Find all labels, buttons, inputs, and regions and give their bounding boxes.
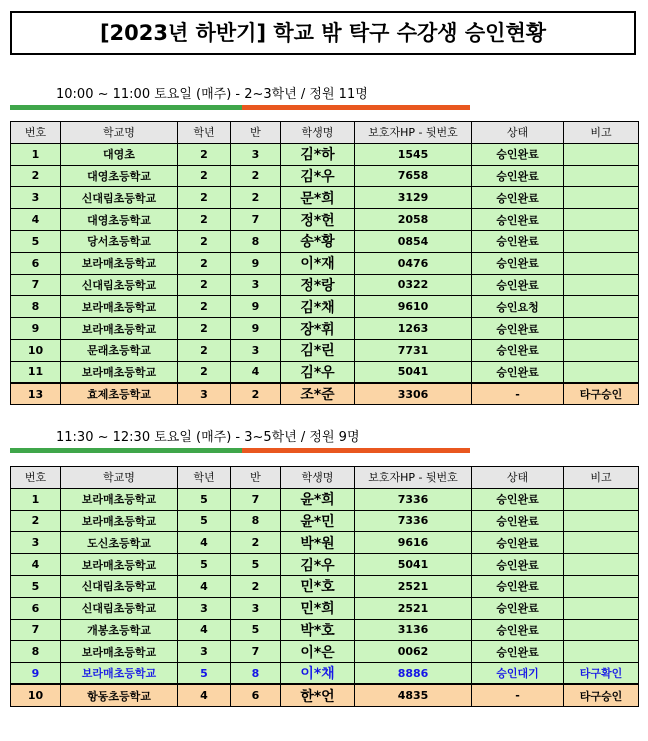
guardian-phone: 0476 [355,252,472,274]
school-name: 보라매초등학교 [61,296,178,318]
guardian-phone: 2521 [355,575,472,597]
school-name: 당서초등학교 [61,230,178,252]
student-name: 이*채 [281,663,355,685]
guardian-phone: 1545 [355,143,472,165]
header-col-school: 학교명 [61,122,178,144]
class-number: 8 [231,663,281,685]
class-number: 5 [231,554,281,576]
student-name: 한*언 [281,684,355,706]
school-name: 대영초 [61,143,178,165]
student-name: 윤*민 [281,510,355,532]
table-row [11,684,639,706]
row-number: 8 [11,641,61,663]
row-number: 5 [11,575,61,597]
class-number: 7 [231,488,281,510]
header-col-grade: 학년 [178,467,231,489]
row-number: 6 [11,597,61,619]
student-name: 조*준 [281,383,355,405]
row-number: 7 [11,619,61,641]
approval-status: 승인완료 [472,619,564,641]
class-number: 2 [231,165,281,187]
approval-status: - [472,383,564,405]
remark [564,619,639,641]
table-row [11,597,639,619]
session-2-green-underline [10,448,242,453]
row-number: 9 [11,663,61,685]
header-col-note: 비고 [564,122,639,144]
table-row [11,296,639,318]
guardian-phone: 2058 [355,209,472,231]
grade: 2 [178,274,231,296]
session-1-green-underline [10,105,242,110]
guardian-phone: 9616 [355,532,472,554]
header-col-number: 번호 [11,122,61,144]
table-row [11,143,639,165]
school-name: 보라매초등학교 [61,318,178,340]
approval-status: 승인완료 [472,641,564,663]
remark [564,575,639,597]
row-number: 4 [11,209,61,231]
approval-status: 승인완료 [472,488,564,510]
approval-status: 승인완료 [472,209,564,231]
school-name: 보라매초등학교 [61,488,178,510]
class-number: 2 [231,575,281,597]
approval-status: 승인완료 [472,187,564,209]
school-name: 대영초등학교 [61,165,178,187]
student-name: 윤*희 [281,488,355,510]
remark: 타구승인 [564,383,639,405]
header-col-number: 번호 [11,467,61,489]
session-1-orange-underline [242,105,470,110]
table-row [11,230,639,252]
header-col-guardian-phone: 보호자HP - 뒷번호 [355,122,472,144]
class-number: 8 [231,230,281,252]
remark [564,318,639,340]
grade: 2 [178,252,231,274]
session-2-heading [10,429,470,455]
header-col-guardian-phone: 보호자HP - 뒷번호 [355,467,472,489]
session-1-heading [10,86,470,112]
guardian-phone: 3306 [355,383,472,405]
student-name: 박*호 [281,619,355,641]
title-box [10,11,636,55]
row-number: 1 [11,143,61,165]
header-col-student: 학생명 [281,467,355,489]
school-name: 대영초등학교 [61,209,178,231]
guardian-phone: 7336 [355,510,472,532]
grade: 2 [178,187,231,209]
remark [564,252,639,274]
student-name: 김*린 [281,339,355,361]
class-number: 5 [231,619,281,641]
table-row [11,252,639,274]
student-name: 김*채 [281,296,355,318]
table-row [11,510,639,532]
class-number: 3 [231,143,281,165]
grade: 4 [178,532,231,554]
approval-status: 승인완료 [472,361,564,383]
row-number: 3 [11,532,61,554]
row-number: 7 [11,274,61,296]
table-row [11,209,639,231]
class-number: 8 [231,510,281,532]
class-number: 3 [231,339,281,361]
remark: 타구승인 [564,684,639,706]
approval-status: 승인완료 [472,597,564,619]
table-row [11,165,639,187]
table-row [11,274,639,296]
student-name: 정*헌 [281,209,355,231]
class-number: 2 [231,187,281,209]
class-number: 3 [231,597,281,619]
remark [564,532,639,554]
table-row [11,663,639,685]
row-number: 9 [11,318,61,340]
table-row [11,619,639,641]
session-2-table-body [11,488,639,706]
remark [564,339,639,361]
school-name: 문래초등학교 [61,339,178,361]
guardian-phone: 5041 [355,361,472,383]
session-2-table [10,466,639,707]
guardian-phone: 0854 [355,230,472,252]
remark [564,230,639,252]
guardian-phone: 5041 [355,554,472,576]
class-number: 9 [231,252,281,274]
approval-status: 승인완료 [472,143,564,165]
table-row [11,532,639,554]
grade: 5 [178,488,231,510]
guardian-phone: 4835 [355,684,472,706]
grade: 2 [178,230,231,252]
school-name: 신대림초등학교 [61,274,178,296]
row-number: 3 [11,187,61,209]
school-name: 보라매초등학교 [61,554,178,576]
grade: 2 [178,318,231,340]
guardian-phone: 8886 [355,663,472,685]
page-title: [2023년 하반기] 학교 밖 탁구 수강생 승인현황 [99,21,547,45]
grade: 2 [178,296,231,318]
approval-status: 승인완료 [472,339,564,361]
remark [564,143,639,165]
grade: 3 [178,597,231,619]
grade: 2 [178,165,231,187]
guardian-phone: 7658 [355,165,472,187]
header-col-student: 학생명 [281,122,355,144]
header-col-class: 반 [231,467,281,489]
table-row [11,575,639,597]
session-1-header-row [11,122,639,144]
school-name: 보라매초등학교 [61,663,178,685]
guardian-phone: 3136 [355,619,472,641]
student-name: 김*우 [281,165,355,187]
student-name: 민*희 [281,597,355,619]
row-number: 1 [11,488,61,510]
row-number: 2 [11,510,61,532]
row-number: 10 [11,684,61,706]
table-row [11,361,639,383]
approval-status: 승인완료 [472,532,564,554]
row-number: 2 [11,165,61,187]
grade: 4 [178,684,231,706]
grade: 2 [178,209,231,231]
remark [564,641,639,663]
table-row [11,641,639,663]
guardian-phone: 3129 [355,187,472,209]
header-col-grade: 학년 [178,122,231,144]
approval-status: 승인요청 [472,296,564,318]
approval-status: 승인완료 [472,165,564,187]
grade: 3 [178,383,231,405]
school-name: 보라매초등학교 [61,252,178,274]
student-name: 이*재 [281,252,355,274]
class-number: 2 [231,532,281,554]
student-name: 민*호 [281,575,355,597]
remark [564,187,639,209]
remark [564,554,639,576]
approval-status: 승인완료 [472,274,564,296]
guardian-phone: 0322 [355,274,472,296]
school-name: 항동초등학교 [61,684,178,706]
student-name: 김*우 [281,554,355,576]
guardian-phone: 2521 [355,597,472,619]
session-2-orange-underline [242,448,470,453]
guardian-phone: 7731 [355,339,472,361]
row-number: 5 [11,230,61,252]
student-name: 김*하 [281,143,355,165]
remark [564,488,639,510]
row-number: 11 [11,361,61,383]
school-name: 신대림초등학교 [61,187,178,209]
grade: 2 [178,339,231,361]
table-row [11,318,639,340]
header-col-note: 비고 [564,467,639,489]
grade: 5 [178,554,231,576]
row-number: 8 [11,296,61,318]
student-name: 장*휘 [281,318,355,340]
approval-status: 승인완료 [472,510,564,532]
approval-status: 승인완료 [472,318,564,340]
grade: 3 [178,641,231,663]
table-row [11,554,639,576]
remark [564,165,639,187]
row-number: 13 [11,383,61,405]
header-col-status: 상태 [472,122,564,144]
class-number: 3 [231,274,281,296]
table-row [11,488,639,510]
row-number: 6 [11,252,61,274]
session-2-heading-text: 11:30 ~ 12:30 토요일 (매주) - 3~5학년 / 정원 9명 [56,430,360,445]
session-1-table-body [11,143,639,405]
guardian-phone: 1263 [355,318,472,340]
header-col-status: 상태 [472,467,564,489]
approval-status: 승인완료 [472,554,564,576]
approval-status: - [472,684,564,706]
school-name: 효제초등학교 [61,383,178,405]
approval-status: 승인완료 [472,230,564,252]
student-name: 정*랑 [281,274,355,296]
student-name: 이*은 [281,641,355,663]
grade: 4 [178,575,231,597]
grade: 4 [178,619,231,641]
session-2-header-row [11,467,639,489]
school-name: 개봉초등학교 [61,619,178,641]
grade: 2 [178,361,231,383]
table-row [11,187,639,209]
session-1-table [10,121,639,405]
row-number: 4 [11,554,61,576]
remark [564,296,639,318]
table-row [11,339,639,361]
header-col-class: 반 [231,122,281,144]
row-number: 10 [11,339,61,361]
class-number: 9 [231,318,281,340]
school-name: 신대림초등학교 [61,597,178,619]
student-name: 송*황 [281,230,355,252]
grade: 2 [178,143,231,165]
school-name: 보라매초등학교 [61,510,178,532]
class-number: 6 [231,684,281,706]
approval-status: 승인대기 [472,663,564,685]
approval-status: 승인완료 [472,252,564,274]
guardian-phone: 7336 [355,488,472,510]
class-number: 7 [231,641,281,663]
table-row [11,383,639,405]
session-1-heading-text: 10:00 ~ 11:00 토요일 (매주) - 2~3학년 / 정원 11명 [56,87,368,102]
class-number: 2 [231,383,281,405]
student-name: 문*희 [281,187,355,209]
guardian-phone: 9610 [355,296,472,318]
approval-status: 승인완료 [472,575,564,597]
remark [564,361,639,383]
header-col-school: 학교명 [61,467,178,489]
grade: 5 [178,510,231,532]
school-name: 보라매초등학교 [61,641,178,663]
remark: 타구확인 [564,663,639,685]
class-number: 4 [231,361,281,383]
guardian-phone: 0062 [355,641,472,663]
class-number: 7 [231,209,281,231]
remark [564,597,639,619]
school-name: 보라매초등학교 [61,361,178,383]
remark [564,274,639,296]
remark [564,209,639,231]
remark [564,510,639,532]
school-name: 신대림초등학교 [61,575,178,597]
grade: 5 [178,663,231,685]
student-name: 김*우 [281,361,355,383]
student-name: 박*원 [281,532,355,554]
school-name: 도신초등학교 [61,532,178,554]
class-number: 9 [231,296,281,318]
